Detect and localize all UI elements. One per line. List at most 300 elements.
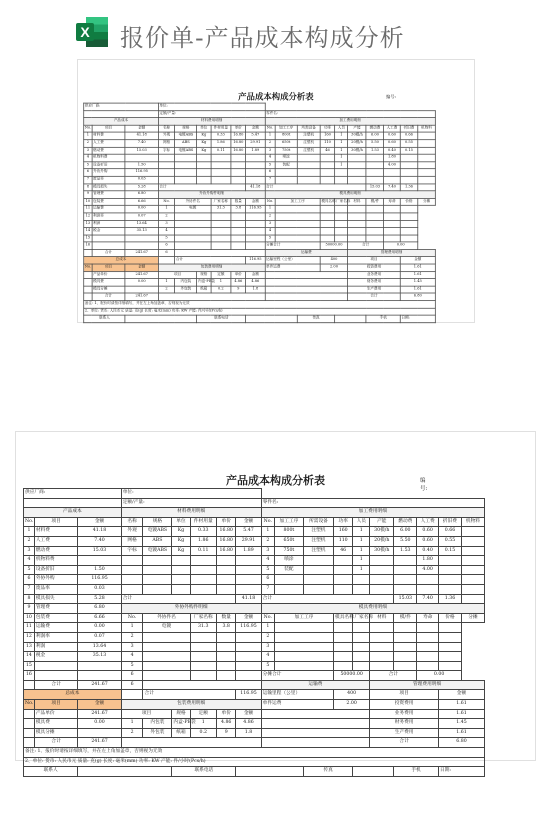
table-cell: 喷涂 [275,154,297,161]
table-cell: 1 [84,132,92,139]
column-header: 规格 [175,125,197,132]
table-cell [236,652,261,662]
table-cell [172,565,190,575]
column-header: 项目 [121,709,172,719]
table-cell [217,556,236,566]
table-cell: 管理费 [92,191,125,198]
table-cell [125,286,158,293]
table-cell: 6 [265,169,275,176]
column-header: 模具名称 [334,613,353,623]
excel-icon [76,14,110,50]
table-row [84,154,436,161]
table-cell [125,315,197,322]
table-cell: 税金 [92,227,125,234]
table-row [24,565,485,575]
column-header: 金额 [125,125,158,132]
table-row [84,235,436,242]
table-cell [335,176,348,183]
table-cell [439,642,462,652]
table-cell: 注塑机 [297,140,320,147]
column-header: 燃动费 [366,125,383,132]
table-cell: 0.07 [78,632,121,642]
table-cell [143,575,172,585]
table-cell: 0.2 [190,728,217,738]
column-header: 折旧费 [400,125,417,132]
column-header: 价格 [400,198,417,205]
table-cell [197,176,211,183]
table-cell: 1.36 [439,594,462,604]
table-cell: 0.11 [190,546,217,556]
table-cell: 10 [24,613,35,623]
table-cell [261,709,370,719]
section-transport: 运输费 [265,249,348,256]
column-header: 金额 [236,613,261,623]
table-cell: 1.36 [400,184,417,191]
table-cell: 模具分摊 [92,286,125,293]
table-cell [394,584,417,594]
table-cell [418,176,436,183]
table-cell: 3 [24,546,35,556]
table-cell [320,176,335,183]
material-total-label: 合计 [158,184,245,191]
column-header: 定额 [211,271,231,278]
table-cell [190,661,217,671]
table-cell [211,162,231,169]
table-cell [143,680,261,690]
table-cell: 利润 [92,220,125,227]
table-row [84,118,436,125]
table-cell: 注塑机 [303,546,333,556]
note-line: 备注: 1、报价时请按详细填写，并在左上角加盖章，否则视为无效 [84,301,436,308]
table-cell: 241.67 [78,738,121,748]
table-cell: 5.47 [246,132,265,139]
table-cell [34,661,77,671]
table-cell: 3.8 [231,206,246,213]
table-cell: 30模/h [370,546,394,556]
section-processing: 加工费用明细 [261,508,484,518]
table-cell: 3 [84,147,92,154]
table-cell: ABS [175,140,197,147]
table-cell: 800t [275,132,297,139]
table-cell [394,575,417,585]
table-cell [246,227,265,234]
table-cell [320,235,335,242]
section-mgmt: 管理费用明细 [348,249,436,256]
table-cell [461,536,484,546]
table-cell: 31.3 [190,623,217,633]
table-row [24,536,485,546]
table-cell [158,169,175,176]
table-cell [231,213,246,220]
footer-mobile: 手机 [366,315,400,322]
table-cell: 4.86 [217,719,236,729]
table-cell: 合计 [92,293,125,300]
table-cell: 字标 [121,546,143,556]
table-cell [274,575,303,585]
table-cell [236,671,261,681]
column-header: 数量 [231,198,246,205]
table-cell: 机物料费 [34,556,77,566]
table-cell: 字标 [158,147,175,154]
table-cell [439,632,462,642]
table-cell [236,642,261,652]
table-cell: 5.47 [236,527,261,537]
column-header: 产能 [370,517,394,527]
table-cell [175,213,211,220]
table-cell: 0.66 [400,132,417,139]
table-cell: 1 [261,527,274,537]
table-cell [78,556,121,566]
table-row [84,286,436,293]
table-cell: 0.00 [125,206,158,213]
table-cell: 7.40 [384,184,401,191]
table-cell [417,584,439,594]
table-cell: 燃动费 [34,546,77,556]
table-cell: 5.28 [125,184,158,191]
table-cell: 6 [84,169,92,176]
column-header: 模具名称 [320,198,335,205]
table-cell: 116.95 [236,690,261,700]
table-cell: 13 [84,220,92,227]
table-row [24,623,485,633]
table-cell [394,623,417,633]
table-cell [78,728,121,738]
table-cell [158,176,175,183]
table-cell: 1.89 [246,147,265,154]
table-cell [418,184,436,191]
table-cell [236,584,261,594]
table-cell [275,176,297,183]
table-cell: 1.61 [400,286,435,293]
column-header: 厂家名称 [335,198,348,205]
table-row [24,652,485,662]
table-cell: 0.60 [417,527,439,537]
table-cell: 0.55 [400,140,417,147]
column-header: 厂家名称 [353,613,370,623]
table-cell [384,176,401,183]
table-cell: 人工费 [34,536,77,546]
customer-label: 供应厂商: [24,489,122,499]
table-cell [246,242,265,249]
table-cell: 0.15 [439,546,462,556]
table-cell: 2 [265,140,275,147]
table-cell: 1.86 [211,140,231,147]
table-cell [172,575,190,585]
table-cell: 13.64 [125,220,158,227]
table-cell [439,623,462,633]
table-cell [348,206,366,213]
table-cell: 11 [84,206,92,213]
table-cell [384,235,401,242]
table-cell: 废品率 [34,584,77,594]
column-header: 规格 [172,709,190,719]
table-cell: 9 [24,604,35,614]
table-cell: 1 [335,162,348,169]
table-cell [334,632,353,642]
table-cell: 0.00 [125,279,158,286]
column-header: 数量 [217,613,236,623]
table-cell: 金额 [439,690,485,700]
table-cell: 模具分摊 [34,728,77,738]
table-cell: 3 [265,220,275,227]
table-cell: 合计 [175,257,246,264]
table-cell: 6.00 [394,527,417,537]
processing-total-label: 合计 [261,594,394,604]
column-header: 机物料 [461,517,484,527]
company-label: 单位: [158,103,265,110]
table-cell: 外协外购 [34,575,77,585]
table-row [24,584,485,594]
table-cell [461,527,484,537]
table-cell [348,227,366,234]
table-cell: 7 [261,584,274,594]
table-cell: 35.13 [78,652,121,662]
table-cell: 10 [84,198,92,205]
table-cell [334,661,353,671]
column-header: 金额 [246,271,265,278]
cost-total-amount: 241.67 [78,680,121,690]
table-cell [236,767,304,777]
column-header: 项目 [92,125,125,132]
table-cell [348,176,366,183]
table-cell: 1 [353,556,370,566]
table-cell: 3 [121,642,143,652]
table-cell: 生产费用 [370,728,439,738]
table-cell: 外包装 [143,728,172,738]
table-cell: Kg [197,147,211,154]
table-cell: 400 [334,690,370,700]
table-cell: 金额 [125,264,158,271]
document-title: 产品成本构成分析表 [238,92,314,102]
sheet-preview-small [78,60,474,322]
column-header: 项目 [158,271,197,278]
table-cell [197,169,211,176]
table-cell [84,279,92,286]
table-cell [24,719,35,729]
section-mgmt: 管理费用明细 [370,680,485,690]
table-cell [175,154,197,161]
table-cell [143,642,190,652]
table-cell [78,671,121,681]
table-cell [297,176,320,183]
table-cell: 0.15 [400,147,417,154]
table-row [84,176,436,183]
table-cell [417,652,439,662]
footer-contact: 联系人 [84,315,125,322]
table-cell: 7 [84,176,92,183]
table-cell [246,176,265,183]
table-cell [400,169,417,176]
table-row [24,604,485,614]
document-number-label: 编号: [386,95,396,100]
table-cell: 0.03 [125,176,158,183]
cost-total-amount: 241.67 [125,249,158,256]
table-cell [211,220,231,227]
footer-fax: 传真 [297,315,335,322]
column-header: 金额 [246,198,265,205]
column-header: 分摊 [418,198,436,205]
section-mold: 模具费用明细 [265,191,435,198]
table-cell: 5 [84,162,92,169]
column-header: 单价 [217,709,236,719]
table-cell: Kg [172,527,190,537]
table-cell: 内盒-PE袋 [172,719,190,729]
table-cell [348,162,366,169]
column-header: 名称 [158,125,175,132]
table-cell [125,154,158,161]
table-cell: 1 [24,527,35,537]
table-cell: 税金 [34,652,77,662]
table-cell [418,140,436,147]
table-cell: 外协外购 [92,169,125,176]
table-cell [348,235,366,242]
table-cell [121,690,143,700]
table-cell: 2 [261,632,274,642]
table-cell: 29.91 [236,536,261,546]
table-cell [121,565,143,575]
table-row [84,315,436,322]
table-cell [231,227,246,234]
table-cell [353,642,370,652]
table-cell [334,565,353,575]
column-header: 外协件名 [175,198,211,205]
table-cell [394,642,417,652]
table-cell: 30模/h [348,132,366,139]
table-cell: 注塑机 [297,147,320,154]
table-cell [265,279,348,286]
footer-fax: 传真 [303,767,352,777]
table-row [24,498,485,508]
table-cell [334,652,353,662]
table-cell [320,213,335,220]
table-cell: 0.55 [439,536,462,546]
table-cell [211,213,231,220]
cost-total-label: 合计 [92,249,125,256]
column-header: 寿命 [384,198,401,205]
table-cell [394,652,417,662]
table-cell: 4 [24,556,35,566]
table-cell: 5 [24,565,35,575]
table-cell: 1.53 [394,546,417,556]
column-header: 所需设备 [303,517,333,527]
table-cell [334,623,353,633]
table-cell: 1 [353,527,370,537]
table-cell [175,169,197,176]
header-row [84,198,436,205]
table-cell: 材料费 [92,132,125,139]
table-cell [461,575,484,585]
table-cell [384,169,401,176]
table-cell [175,235,211,242]
table-cell: 0.03 [78,584,121,594]
table-cell: 5 [158,235,175,242]
table-cell: 3 [265,147,275,154]
document-title: 产品成本构成分析表 [226,474,325,487]
table-cell [400,213,417,220]
table-cell [320,227,335,234]
table-cell: Kg [172,536,190,546]
column-header: No. [121,613,143,623]
column-header: 所需设备 [297,125,320,132]
table-row [24,748,485,758]
table-cell [417,661,439,671]
table-cell: 设备折旧 [34,565,77,575]
table-cell: 项目 [92,264,125,271]
table-cell [400,162,417,169]
table-cell: 1.45 [400,279,435,286]
table-cell [353,767,394,777]
table-cell [275,206,320,213]
table-cell: 6 [24,575,35,585]
table-cell [231,162,246,169]
table-cell [175,242,211,249]
table-cell: 项目 [370,690,439,700]
table-cell [172,556,190,566]
table-cell: 116.95 [78,575,121,585]
table-cell [384,220,401,227]
table-cell [303,565,333,575]
table-cell: 5 [265,162,275,169]
table-cell: 单件运费 [261,700,333,710]
table-cell [348,169,366,176]
table-cell: 0.33 [190,527,217,537]
table-cell: 7.40 [125,140,158,147]
table-cell: 运输里程（公里） [265,257,320,264]
table-cell [143,652,190,662]
column-header: 功率 [334,517,353,527]
section-summary: 总成本 [24,690,122,700]
table-cell: 产品单价 [92,271,125,278]
table-cell: 4 [261,652,274,662]
table-cell: 0.40 [384,147,401,154]
table-cell: 内包装 [175,279,197,286]
table-cell [400,227,417,234]
column-header: 金额 [246,125,265,132]
table-cell [246,235,265,242]
table-cell: 4 [158,227,175,234]
table-cell: 包装费 [92,198,125,205]
table-cell: 模具损失 [34,594,77,604]
table-row [84,184,436,191]
table-cell [297,154,320,161]
table-cell [78,767,172,777]
section-processing: 加工费用明细 [265,118,435,125]
table-cell [217,584,236,594]
table-cell [439,652,462,662]
table-cell [236,661,261,671]
table-cell: 内包装 [143,719,172,729]
part-label: 零件名: [265,110,435,117]
section-package: 包装费用明细 [121,700,261,710]
section-summary: 总成本 [84,257,159,264]
table-row [24,767,485,777]
table-cell: 网格 [121,536,143,546]
table-cell: 116.95 [246,206,265,213]
table-cell: 产品单价 [34,709,77,719]
table-cell [274,642,333,652]
table-cell [246,154,265,161]
table-cell [384,206,401,213]
table-cell: 1 [261,623,274,633]
footer-phone: 联系电话 [172,767,236,777]
table-cell: 内盒-PE袋 [197,279,211,286]
table-cell [384,213,401,220]
footer-date: 日期: [400,315,435,322]
column-header: 厂家名称 [211,198,231,205]
table-cell: 利润率 [92,213,125,220]
table-cell: 1.61 [439,728,485,738]
table-cell: 2.00 [320,264,348,271]
